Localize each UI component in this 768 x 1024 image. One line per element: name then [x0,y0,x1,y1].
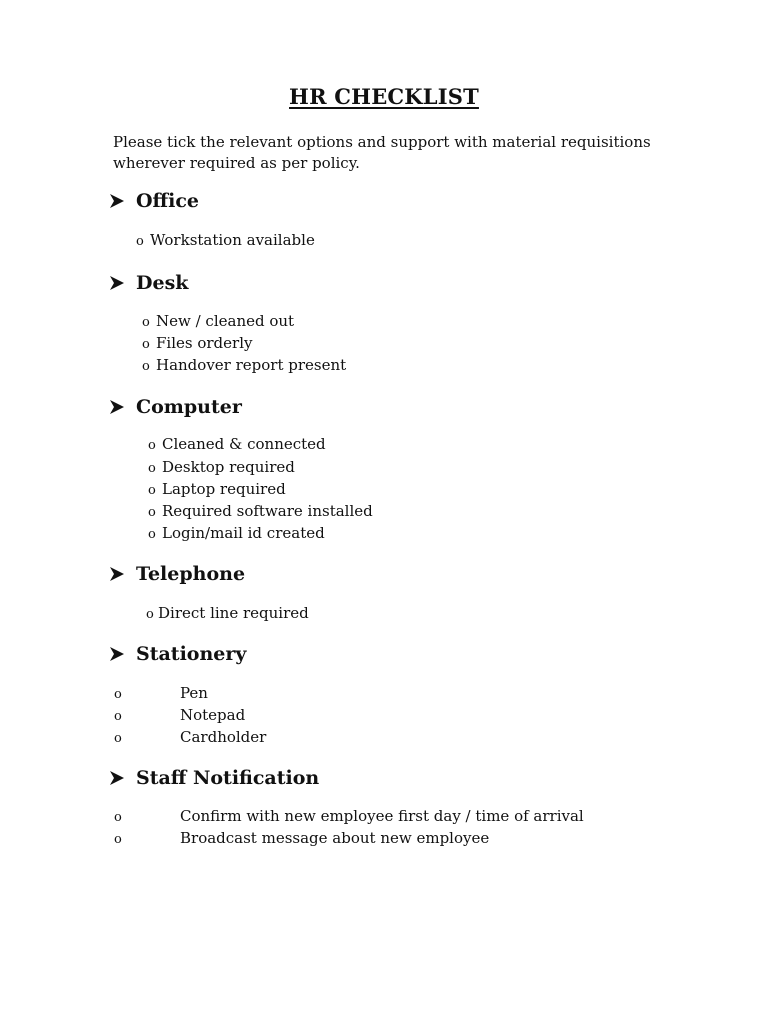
arrow-bullet-icon [108,565,126,583]
section-heading-text: Telephone [136,563,246,585]
list-item [148,479,286,501]
list-item-label: Pen [180,684,208,702]
section-heading-text: Stationery [136,643,247,665]
list-item [136,230,315,252]
circle-bullet-icon: o [148,505,156,520]
circle-bullet-icon: o [142,359,150,374]
list-item-label: Notepad [180,706,246,724]
list-item [148,523,325,545]
section-heading-text: Desk [136,272,189,294]
list-item-label: Login/mail id created [162,524,325,542]
section-heading-staff-notification [108,765,319,791]
list-item [114,828,489,850]
list-item-label: Broadcast message about new employee [180,829,490,847]
list-item-label: New / cleaned out [156,312,295,330]
intro-line: Please tick the relevant options and support with material requisitions [113,133,651,151]
list-item [148,501,373,523]
list-item [114,683,208,705]
list-item-label: Cleaned & connected [162,435,326,453]
list-item-label: Laptop required [162,480,286,498]
list-item-label: Cardholder [180,728,267,746]
arrow-bullet-icon [108,769,126,787]
circle-bullet-icon: o [148,527,156,542]
arrow-bullet-icon [108,645,126,663]
arrow-bullet-icon [108,274,126,292]
list-item [142,333,252,355]
section-heading-stationery [108,641,246,667]
list-item [114,705,245,727]
circle-bullet-icon: o [148,438,156,453]
list-item-label: Desktop required [162,458,295,476]
circle-bullet-icon: o [114,687,122,702]
list-item [114,727,266,749]
arrow-bullet-icon [108,192,126,210]
circle-bullet-icon: o [114,832,122,847]
circle-bullet-icon: o [114,810,122,825]
section-heading-computer [108,394,242,420]
circle-bullet-icon: o [142,315,150,330]
section-heading-text: Staff Notification [136,767,320,789]
list-item [148,434,326,456]
list-item-label: Files orderly [156,334,253,352]
arrow-bullet-icon [108,398,126,416]
list-item [146,603,309,625]
intro-paragraph [113,132,673,174]
list-item [142,311,294,333]
list-item [142,355,346,377]
section-heading-text: Computer [136,396,242,418]
list-item-label: Handover report present [156,356,347,374]
circle-bullet-icon: o [148,461,156,476]
circle-bullet-icon: o [146,607,154,622]
list-item-label: Workstation available [150,231,315,249]
list-item [148,457,295,479]
list-item-label: Confirm with new employee first day / time of arrival [180,807,584,825]
section-heading-telephone [108,561,245,587]
circle-bullet-icon: o [114,731,122,746]
section-heading-desk [108,270,188,296]
list-item-label: Required software installed [162,502,373,520]
circle-bullet-icon: o [142,337,150,352]
circle-bullet-icon: o [114,709,122,724]
intro-line: wherever required as per policy. [113,154,360,172]
list-item [114,806,584,828]
section-heading-text: Office [136,190,200,212]
circle-bullet-icon: o [136,234,144,249]
section-heading-office [108,188,199,214]
list-item-label: Direct line required [158,604,309,622]
circle-bullet-icon: o [148,483,156,498]
page-title: HR CHECKLIST [289,84,479,109]
